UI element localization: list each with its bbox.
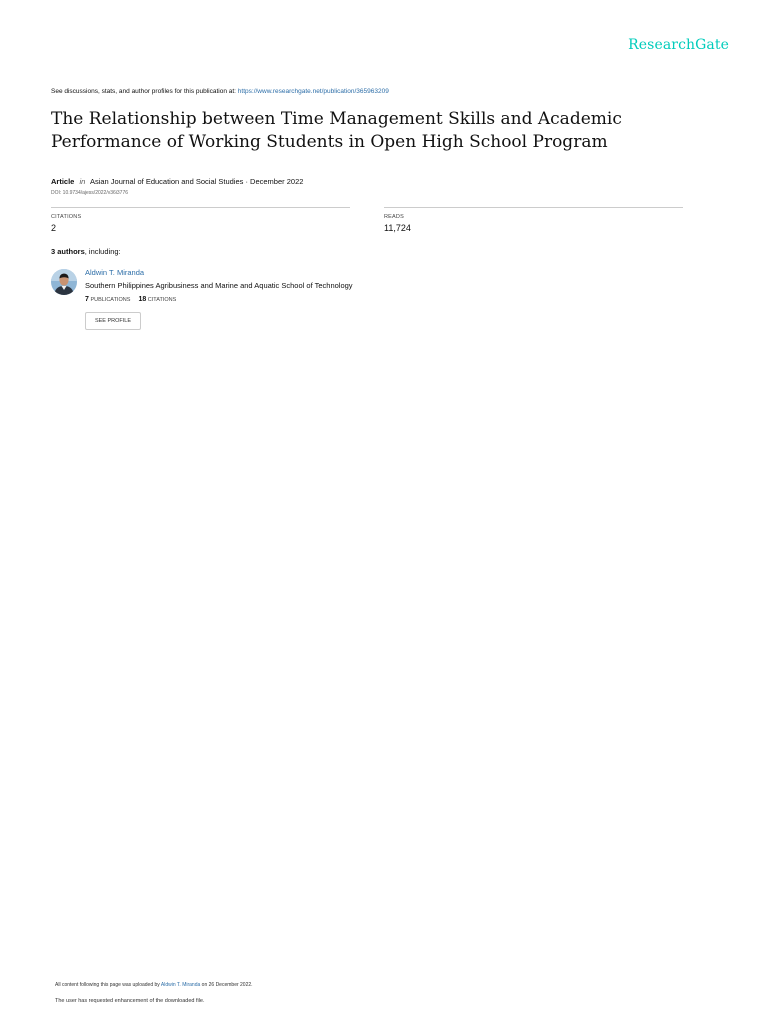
publication-url-link[interactable]: https://www.researchgate.net/publication/365963209 xyxy=(237,88,389,95)
author-avatar[interactable] xyxy=(51,269,77,295)
citations-label: CITATIONS xyxy=(51,214,82,220)
upload-notice xyxy=(55,982,253,988)
researchgate-logo[interactable]: ResearchGate xyxy=(628,37,729,53)
author-citations-count: 18 xyxy=(138,296,147,303)
author-photo-icon xyxy=(51,269,77,295)
reads-stat xyxy=(384,207,683,233)
journal-date: Asian Journal of Education and Social Studies · December 2022 xyxy=(89,177,304,186)
citations-value: 2 xyxy=(51,223,57,233)
publication-link-line xyxy=(51,88,389,95)
see-profile-button[interactable]: SEE PROFILE xyxy=(85,312,141,330)
article-title: The Relationship between Time Management Skills and Academic Performance of Working Students in Open High School Program xyxy=(51,109,622,152)
article-in-word: in xyxy=(79,177,86,186)
authors-including: , including: xyxy=(84,247,121,256)
authors-count: 3 authors xyxy=(51,247,85,256)
author-name-link[interactable]: Aldwin T. Miranda xyxy=(85,268,145,277)
author-citations-label: CITATIONS xyxy=(147,297,177,303)
article-meta xyxy=(51,177,303,186)
author-publications-count: 7 xyxy=(85,296,89,303)
article-doi: DOI: 10.9734/ajess/2022/v36i3776 xyxy=(51,190,128,196)
citations-stat xyxy=(51,207,350,233)
author-stats xyxy=(85,296,176,303)
enhancement-request-notice: The user has requested enhancement of the downloaded file. xyxy=(55,998,205,1004)
upload-prefix: All content following this page was uploaded by xyxy=(55,982,161,988)
author-publications-label: PUBLICATIONS xyxy=(90,297,131,303)
authors-count-line xyxy=(51,247,121,256)
upload-suffix: on 26 December 2022. xyxy=(200,982,253,988)
uploader-link[interactable]: Aldwin T. Miranda xyxy=(160,982,201,988)
article-type: Article xyxy=(51,177,75,186)
see-discussions-text: See discussions, stats, and author profiles for this publication at: xyxy=(51,88,238,95)
reads-label: READS xyxy=(384,214,404,220)
author-institution: Southern Philippines Agribusiness and Marine and Aquatic School of Technology xyxy=(85,281,353,290)
reads-value: 11,724 xyxy=(384,223,411,233)
